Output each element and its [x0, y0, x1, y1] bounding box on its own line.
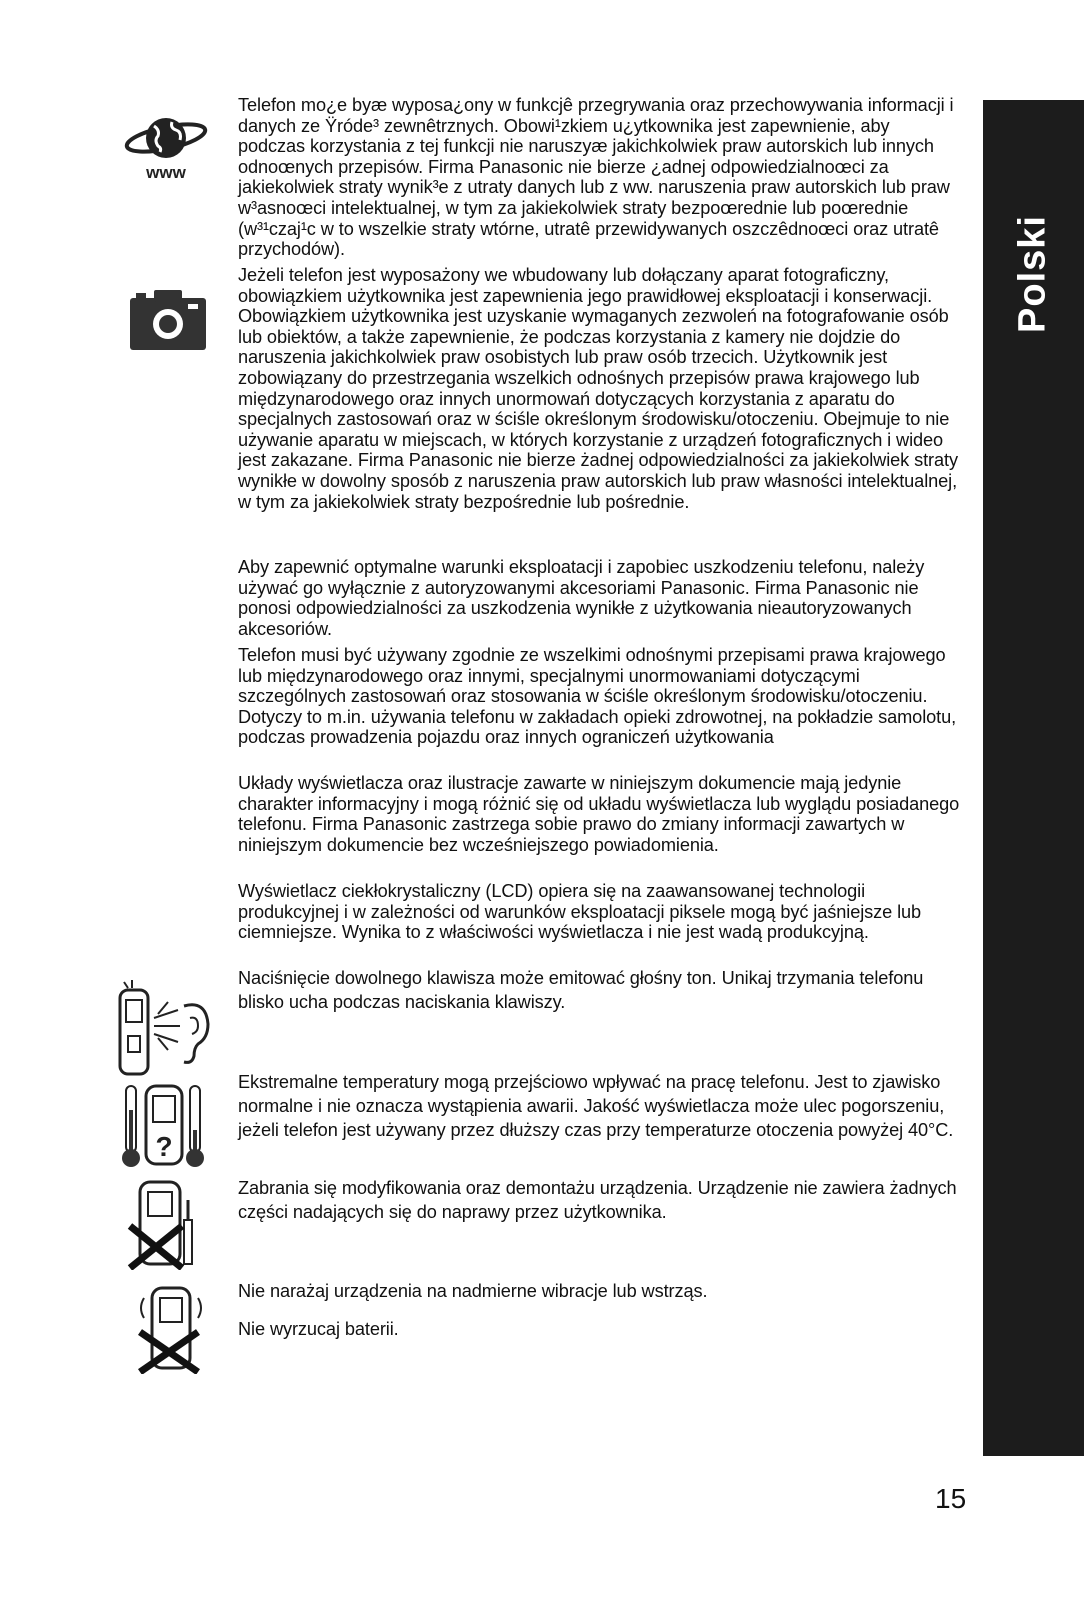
paragraph-illustrations: Układy wyświetlacza oraz ilustracje zawarte w niniejszym dokumencie mają jedynie charakter informacyjny i mogą różnić się od układu wyświetlacza lub wyglądu posiadanego telefonu. Firma Panasonic zastrzega sobie prawo do zmiany informacji zawartych w niniejszym dokumencie bez wcześniejszego powiadomienia. [238, 773, 960, 855]
paragraph-key-tone: Naciśnięcie dowolnego klawisza może emitować głośny ton. Unikaj trzymania telefonu blisko ucha podczas naciskania klawiszy. [238, 968, 924, 1012]
paragraph-accessories: Aby zapewnić optymalne warunki eksploatacji i zapobiec uszkodzeniu telefonu, należy używać go wyłącznie z autoryzowanymi akcesoriami Panasonic. Firma Panasonic nie ponosi odpowiedzialności za uszkodzenia wynikłe z użytkowania nieautoryzowanych akcesoriów. [238, 557, 925, 639]
no-vibration-icon [136, 1284, 206, 1374]
svg-text:?: ? [155, 1131, 173, 1162]
paragraph-lcd: Wyświetlacz ciekłokrystaliczny (LCD) opiera się na zaawansowanej technologii produkcyjnej i w zależności od warunków eksploatacji piksele mogą być jaśniejsze lub ciemniejsze. Wynika to z właściwości wyświetlacza i nie jest wadą produkcyjną. [238, 881, 922, 943]
www-globe-icon [120, 112, 212, 184]
paragraph-temperature: Ekstremalne temperatury mogą przejściowo wpływać na pracę telefonu. Jest to zjawisko normalne i nie oznacza wystąpienia awarii. Jakość wyświetlacza może ulec pogorszeniu, jeżeli telefon jest używany przez dłuższy czas przy temperaturze otoczenia powyżej 40°C. [238, 1072, 954, 1140]
paragraph-regulations: Telefon musi być używany zgodnie ze wszelkimi odnośnymi przepisami prawa krajowego lub międzynarodowego oraz innymi, specjalnymi unormowaniami dotyczącymi szczególnych zastosowań oraz stosowania w ściśle określonym środowisku/otoczeniu. Dotyczy to m.in. używania telefonu w zakładach opieki zdrowotnej, na pokładzie samolotu, podczas prowadzenia pojazdu oraz innych ograniczeń użytkowania [238, 645, 957, 748]
temperature-icon [118, 1080, 210, 1170]
phone-ear-icon [118, 978, 216, 1078]
camera-icon [130, 288, 206, 350]
paragraph-vibration: Nie narażaj urządzenia na nadmierne wibracje lub wstrząs. [238, 1281, 708, 1301]
paragraph-camera: Jeżeli telefon jest wyposażony we wbudowany lub dołączany aparat fotograficzny, obowiązkiem użytkownika jest zapewnienia jego prawidłowej eksploatacji i konserwacji. Obowiązkiem użytkownika jest uzyskanie wymaganych zezwoleń na fotografowanie osób lub obiektów, a także zapewnienie, że podczas korzystania z kamery nie dojdzie do naruszenia jakichkolwiek praw osobistych lub praw osób trzecich. Użytkownik jest zobowiązany do przestrzegania wszelkich odnośnych przepisów prawa krajowego lub międzynarodowego oraz innych unormowań dotyczących korzystania z aparatu do specjalnych zastosowań oraz w ściśle określonym środowisku/otoczeniu. Obejmuje to nie używanie aparatu w miejscach, w których korzystanie z urządzeń fotograficznych i wideo jest zakazane. Firma Panasonic nie bierze żadnej odpowiedzialności za jakiekolwiek straty wynikłe w dowolny sposób z naruszenia praw autorskich lub praw własności intelektualnej, w tym za jakiekolwiek straty bezpośrednie lub pośrednie. [238, 265, 958, 512]
paragraph-battery: Nie wyrzucaj baterii. [238, 1319, 399, 1339]
page-number: 15 [935, 1483, 967, 1514]
paragraph-disassembly: Zabrania się modyfikowania oraz demontażu urządzenia. Urządzenie nie zawiera żadnych części nadających się do naprawy przez użytkownika. [238, 1178, 957, 1222]
language-label: Polski [1011, 215, 1054, 333]
paragraph-data-copyright: Telefon mo¿e byæ wyposa¿ony w funkcjê przegrywania oraz przechowywania informacji i danych ze Ÿróde³ zewnêtrznych. Obowi¹zkiem u¿ytkownika jest zapewnienie, aby podczas korzystania z tej funkcji nie naruszyæ jakichkolwiek praw autorskich lub innych odnoœnych przepisów. Firma Panasonic nie bierze ¿adnej odpowiedzialnoœci za jakiekolwiek straty wynik³e z utraty danych lub z ww. naruszenia praw autorskich lub praw w³asnoœci intelektualnej, w tym za jakiekolwiek straty bezpoœrednie lub poœrednie (w³¹czaj¹c w to wszelkie straty wtórne, utratê przewidywanych oszczêdnoœci oraz utratê przychodów). [238, 95, 954, 260]
www-label: www [146, 163, 186, 182]
no-disassembly-icon [126, 1180, 206, 1270]
